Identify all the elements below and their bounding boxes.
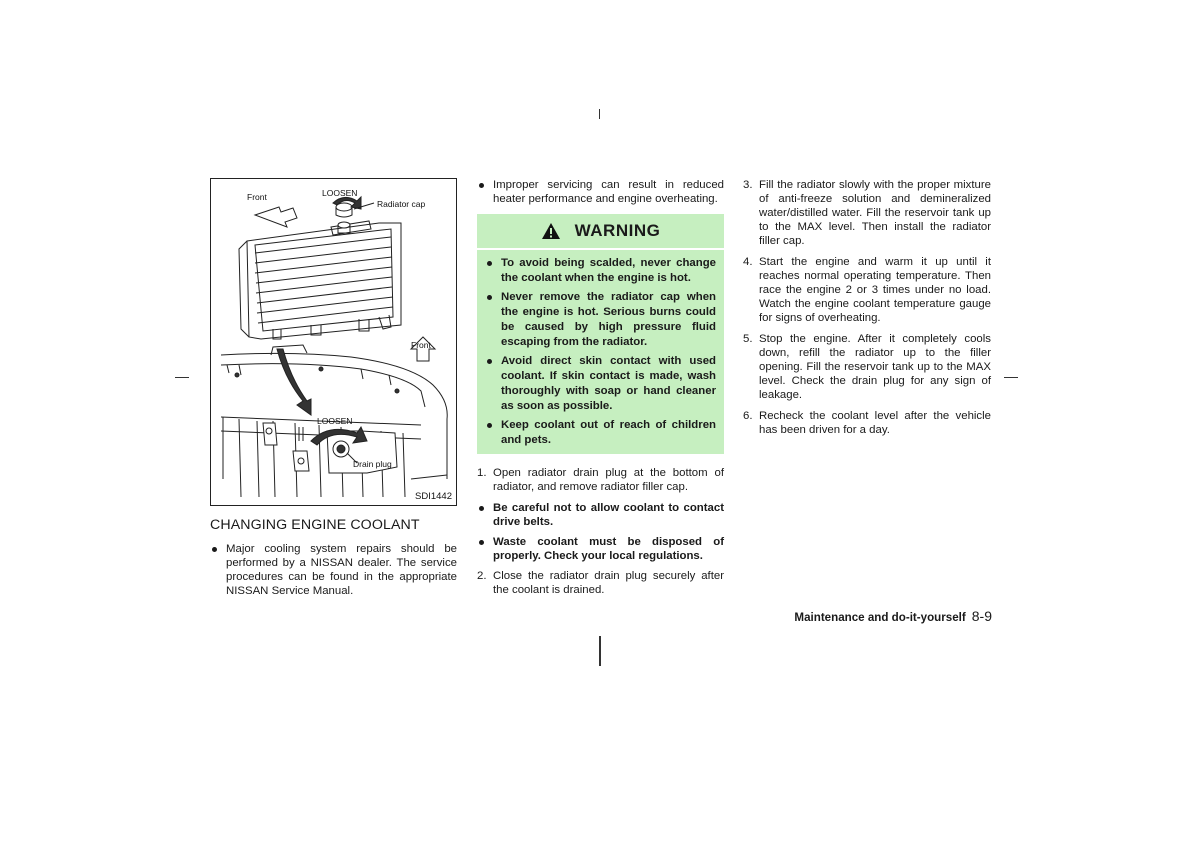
page-footer <box>790 608 992 624</box>
col1-bullet-list <box>210 542 457 598</box>
col2-intro-list <box>477 178 724 206</box>
warning-item-0: To avoid being scalded, never change the coolant when the engine is hot. <box>485 256 716 286</box>
step-text: Stop the engine. After it completely cools down, refill the radiator up to the filler opening. Fill the reservoir tank up to the MAX level. Check the drain plug for any sign of leakage. <box>759 333 991 401</box>
step-text: Recheck the coolant level after the vehicle has been driven for a day. <box>759 410 991 436</box>
step-text: Open radiator drain plug at the bottom of radiator, and remove radiator filler cap. <box>493 467 724 493</box>
step-number: 1. <box>477 467 487 479</box>
bold-bullet-1: Waste coolant must be disposed of properly. Check your local regulations. <box>477 535 724 563</box>
warning-triangle-icon <box>541 222 561 240</box>
steps-list-c <box>743 178 991 437</box>
step-number: 3. <box>743 179 753 191</box>
step-number: 6. <box>743 410 753 422</box>
step-item-1 <box>477 466 724 494</box>
step-number: 4. <box>743 256 753 268</box>
col1-bullet-0: Major cooling system repairs should be performed by a NISSAN dealer. The service procedures can be found in the appropriate NISSAN Service Manual. <box>210 542 457 598</box>
loosen-label-top: LOOSEN <box>322 188 358 198</box>
step-text: Fill the radiator slowly with the proper mixture of anti-freeze solution and demineralized water/distilled water. Fill the reservoir tank up to the MAX level. Then install the radiator filler cap. <box>759 179 991 247</box>
front-label-top: Front <box>247 192 267 202</box>
intro-bullet: Improper servicing can result in reduced heater performance and engine overheating. <box>477 178 724 206</box>
bold-bullet-list <box>477 501 724 563</box>
bold-bullet-0: Be careful not to allow coolant to contact drive belts. <box>477 501 724 529</box>
step-item-6 <box>743 409 991 437</box>
crop-mark-bottom <box>599 636 601 666</box>
figure-id: SDI1442 <box>415 491 452 502</box>
step-text: Close the radiator drain plug securely after the coolant is drained. <box>493 570 724 596</box>
warning-item-3: Keep coolant out of reach of children and pets. <box>485 418 716 448</box>
step-text: Start the engine and warm it up until it reaches normal operating temperature. Then race the engine 2 or 3 times under no load. Watch the engine coolant temperature gauge for signs of overheating. <box>759 256 991 324</box>
step-item-2 <box>477 569 724 597</box>
column-middle <box>477 178 724 604</box>
step-number: 2. <box>477 570 487 582</box>
radiator-cap-label: Radiator cap <box>377 199 426 209</box>
column-left <box>210 178 457 604</box>
warning-item-2: Avoid direct skin contact with used coolant. If skin contact is made, wash thoroughly with soap or hand cleaner as soon as possible. <box>485 354 716 414</box>
steps-list-a <box>477 466 724 494</box>
footer-section-title: Maintenance and do-it-yourself <box>794 611 966 624</box>
warning-box <box>477 214 724 454</box>
front-label-right: Front <box>411 340 431 350</box>
warning-item-1: Never remove the radiator cap when the engine is hot. Serious burns could be caused by high pressure fluid escaping from the radiator. <box>485 290 716 350</box>
radiator-illustration <box>210 178 457 506</box>
crop-mark-left <box>175 377 189 378</box>
column-right <box>743 178 991 444</box>
drain-plug-label: Drain plug <box>353 459 392 469</box>
crop-mark-right <box>1004 377 1018 378</box>
warning-list <box>485 256 716 448</box>
loosen-label-bottom: LOOSEN <box>317 416 353 426</box>
warning-title: WARNING <box>574 221 661 240</box>
crop-mark-top <box>599 109 600 119</box>
step-number: 5. <box>743 333 753 345</box>
page-number: 8-9 <box>971 608 992 624</box>
step-item-3 <box>743 178 991 248</box>
warning-header <box>477 214 724 250</box>
steps-list-b <box>477 569 724 597</box>
step-item-5 <box>743 332 991 402</box>
section-title: CHANGING ENGINE COOLANT <box>210 517 420 533</box>
step-item-4 <box>743 255 991 325</box>
